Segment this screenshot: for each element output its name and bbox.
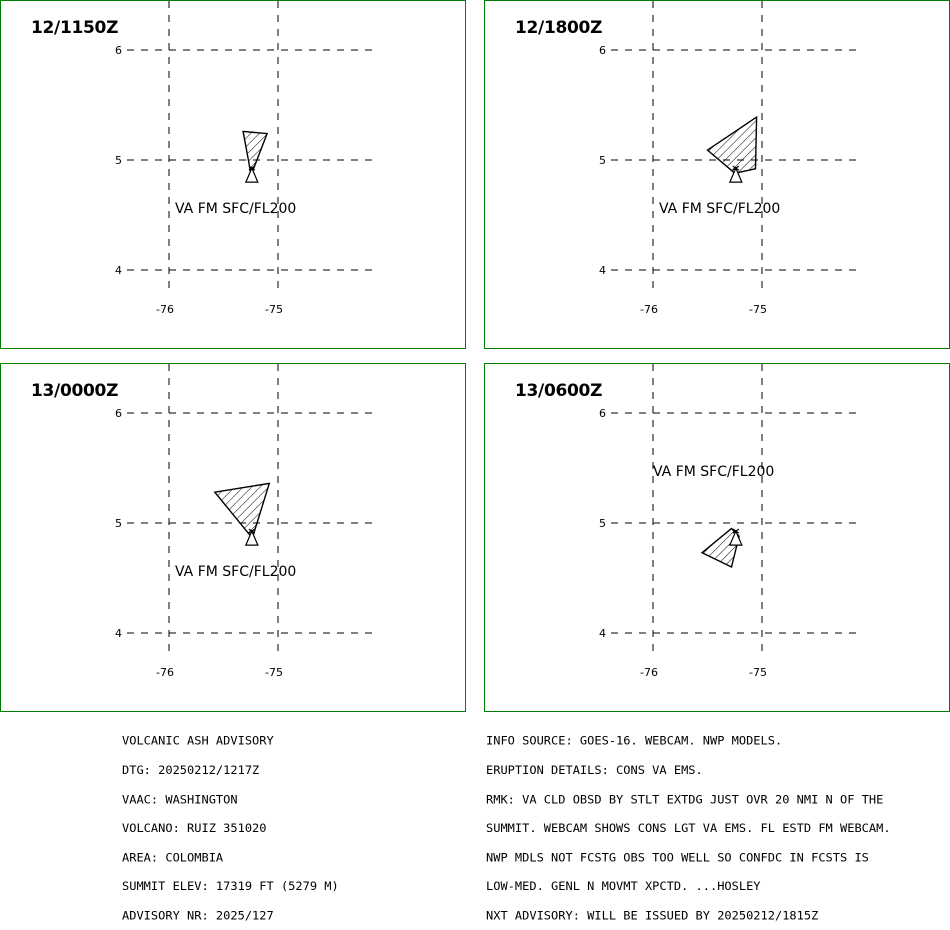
advisory-line: AREA: COLOMBIA [122, 850, 224, 865]
advisory-line: VOLCANO: RUIZ 351020 [122, 821, 267, 835]
lat-tick-label: 5 [115, 517, 122, 530]
advisory-line: SUMMIT ELEV: 17319 FT (5279 M) [122, 879, 339, 894]
map-panel-4 [484, 363, 950, 712]
lat-tick-label: 4 [599, 264, 606, 277]
lat-tick-label: 5 [599, 517, 606, 530]
lat-tick-label: 6 [115, 44, 122, 57]
volcano-icon [246, 166, 258, 182]
ash-label-2: VA FM SFC/FL200 [659, 201, 781, 217]
ash-cloud-polygon [708, 117, 757, 173]
ash-label-4: VA FM SFC/FL200 [653, 464, 775, 480]
map-panel-3 [0, 363, 466, 712]
lat-tick-label: 4 [115, 627, 122, 640]
lon-tick-label: -75 [265, 303, 283, 316]
advisory-line: VOLCANIC ASH ADVISORY [122, 734, 274, 748]
lon-tick-label: -76 [640, 303, 658, 316]
advisory-line: ADVISORY NR: 2025/127 [122, 908, 274, 923]
lat-tick-label: 5 [115, 154, 122, 167]
map-graphic-2 [485, 1, 950, 350]
lat-tick-label: 4 [599, 627, 606, 640]
advisory-line: SUMMIT. WEBCAM SHOWS CONS LGT VA EMS. FL ESTD FM WEBCAM. [486, 821, 891, 835]
advisory-line: NXT ADVISORY: WILL BE ISSUED BY 20250212/1815Z [486, 908, 819, 923]
lon-tick-label: -76 [640, 666, 658, 679]
lon-tick-label: -75 [749, 666, 767, 679]
advisory-line: DTG: 20250212/1217Z [122, 763, 260, 777]
advisory-line: RMK: VA CLD OBSD BY STLT EXTDG JUST OVR 20 NMI N OF THE [486, 792, 884, 806]
panel-title-4: 13/0600Z [515, 381, 603, 401]
lat-tick-label: 6 [599, 44, 606, 57]
lon-tick-label: -76 [156, 666, 174, 679]
advisory-text-left [122, 717, 339, 930]
advisory-line: NWP MDLS NOT FCSTG OBS TOO WELL SO CONFDC IN FCSTS IS [486, 850, 869, 865]
advisory-text-right [486, 717, 891, 930]
lon-tick-label: -75 [749, 303, 767, 316]
ash-cloud-polygon [243, 131, 267, 173]
advisory-line: VAAC: WASHINGTON [122, 792, 238, 806]
ash-cloud-polygon [702, 529, 739, 568]
panel-title-3: 13/0000Z [31, 381, 119, 401]
panel-title-1: 12/1150Z [31, 18, 119, 38]
advisory-line: LOW-MED. GENL N MOVMT XPCTD. ...HOSLEY [486, 879, 761, 894]
ash-cloud-polygon [215, 483, 269, 536]
map-graphic-1 [1, 1, 467, 350]
advisory-line: INFO SOURCE: GOES-16. WEBCAM. NWP MODELS. [486, 734, 783, 748]
panel-title-2: 12/1800Z [515, 18, 603, 38]
map-panel-2 [484, 0, 950, 349]
lon-tick-label: -75 [265, 666, 283, 679]
lat-tick-label: 4 [115, 264, 122, 277]
map-graphic-4 [485, 364, 950, 713]
lon-tick-label: -76 [156, 303, 174, 316]
ash-label-1: VA FM SFC/FL200 [175, 201, 297, 217]
map-panel-1 [0, 0, 466, 349]
lat-tick-label: 5 [599, 154, 606, 167]
map-graphic-3 [1, 364, 467, 713]
lat-tick-label: 6 [599, 407, 606, 420]
lat-tick-label: 6 [115, 407, 122, 420]
ash-label-3: VA FM SFC/FL200 [175, 564, 297, 580]
advisory-line: ERUPTION DETAILS: CONS VA EMS. [486, 763, 703, 777]
